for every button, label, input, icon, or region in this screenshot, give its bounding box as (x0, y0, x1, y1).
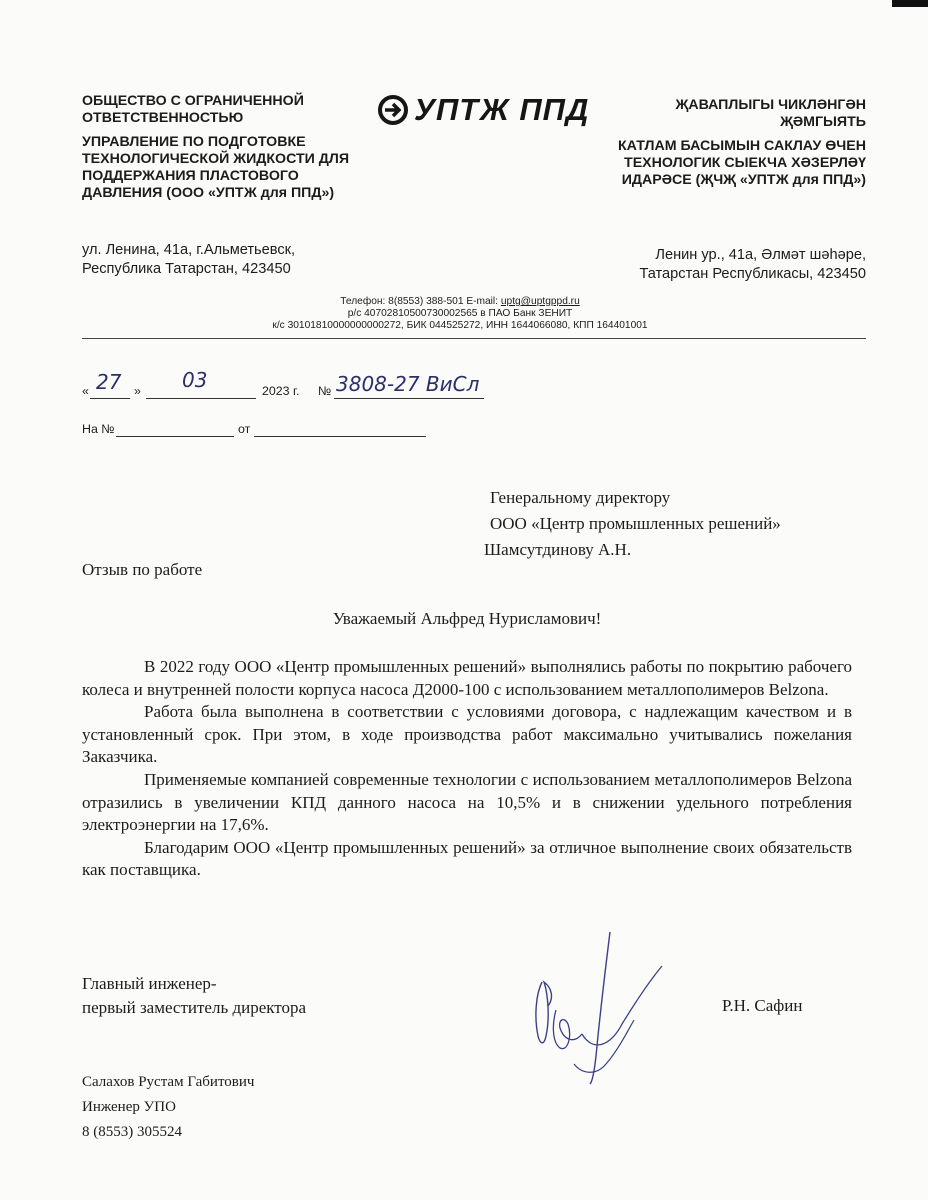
addressee-company: ООО «Центр промышленных решений» (490, 514, 781, 533)
address-line: Ленин ур., 41а, Әлмәт шәһәре, (655, 247, 866, 263)
company-logo (378, 92, 594, 128)
reference-line (82, 422, 442, 440)
letterhead-left-org (82, 93, 372, 209)
phone-text: Телефон: 8(8553) 388-501 E-mail: (340, 296, 501, 307)
scan-corner-mark (892, 0, 928, 7)
registration-line (82, 368, 542, 402)
address-line: Республика Татарстан, 423450 (82, 261, 291, 277)
org-full-name: УПРАВЛЕНИЕ ПО ПОДГОТОВКЕ ТЕХНОЛОГИЧЕСКОЙ ЖИДКОСТИ ДЛЯ ПОДДЕРЖАНИЯ ПЛАСТОВОГО ДАВЛЕНИЯ (ООО «УПТЖ для ППД») (82, 134, 350, 201)
letter-body (82, 656, 852, 882)
signatory-title-line: Главный инженер- (82, 974, 217, 993)
date-year: 2023 г. (262, 384, 300, 398)
letter-subject: Отзыв по работе (82, 560, 203, 579)
outgoing-number: 3808-27 ВиСл (336, 372, 480, 396)
handwritten-signature (522, 924, 672, 1089)
quote-open: « (82, 384, 89, 398)
address-right (560, 246, 866, 284)
signatory-title (82, 972, 306, 1020)
reference-label: На № (82, 422, 115, 436)
executor-name: Салахов Рустам Габитович (82, 1074, 255, 1090)
addressee-block (484, 485, 870, 563)
number-label: № (318, 384, 332, 398)
bank-line: к/с 30101810000000000272, БИК 044525272, ИНН 1644066080, КПП 164401001 (272, 319, 648, 331)
email-link[interactable]: uptg@uptgppd.ru (500, 296, 580, 307)
addressee-position: Генеральному директору (490, 488, 671, 507)
address-line: ул. Ленина, 41а, г.Альметьевск, (82, 242, 296, 258)
org-full-name-tatar: КАТЛАМ БАСЫМЫН САКЛАУ ӨЧЕН ТЕХНОЛОГИК СЫЕКЧА ХӘЗЕРЛӘҮ ИДАРӘСЕ (ҖЧҖ «УПТЖ для ППД») (618, 138, 866, 188)
body-paragraph: Работа была выполнена в соответствии с условиями договора, с надлежащим качеством и в установленный срок. При этом, в ходе производства работ максимально учитывались пожелания Заказчика. (82, 702, 852, 767)
reference-from-label: от (238, 422, 251, 436)
letterhead-right-org (600, 97, 866, 196)
address-left (82, 241, 382, 279)
account-line: р/с 40702810500730002565 в ПАО Банк ЗЕНИТ (347, 307, 573, 319)
executor-position: Инженер УПО (82, 1099, 176, 1115)
org-legal-form-tatar: ҖАВАПЛЫГЫ ЧИКЛӘНГӘН ҖӘМГЫЯТЬ (675, 97, 866, 130)
contact-details (150, 296, 770, 331)
phone-email-line (150, 296, 770, 308)
logo-emblem-icon (378, 95, 408, 125)
body-paragraph: Благодарим ООО «Центр промышленных решений» за отличное выполнение своих обязательств как поставщика. (82, 837, 852, 880)
addressee-name: Шамсутдинову А.Н. (484, 540, 632, 559)
address-line: Татарстан Республикасы, 423450 (639, 266, 866, 282)
quote-close: » (134, 384, 141, 398)
salutation: Уважаемый Альфред Нурисламович! (332, 609, 602, 628)
org-legal-form: ОБЩЕСТВО С ОГРАНИЧЕННОЙ ОТВЕТСТВЕННОСТЬЮ (82, 93, 304, 126)
letterhead-divider (82, 338, 866, 339)
signatory-name: Р.Н. Сафин (722, 996, 803, 1015)
body-paragraph: В 2022 году ООО «Центр промышленных решений» выполнялись работы по покрытию рабочего колеса и внутренней полости корпуса насоса Д2000-100 с использованием металлополимеров Belzona. (82, 657, 852, 699)
date-day: 27 (96, 370, 122, 394)
executor-phone: 8 (8553) 305524 (82, 1124, 182, 1140)
body-paragraph: Применяемые компанией современные технологии с использованием металлополимеров Belzona отразились в увеличении КПД данного насоса на 10,5% и в снижении удельного потребления электроэнергии на 17,6%. (82, 769, 852, 835)
executor-block (82, 1070, 254, 1145)
logo-text: УПТЖ ППД (414, 92, 590, 127)
date-month: 03 (182, 368, 208, 392)
signatory-title-line: первый заместитель директора (82, 998, 307, 1017)
